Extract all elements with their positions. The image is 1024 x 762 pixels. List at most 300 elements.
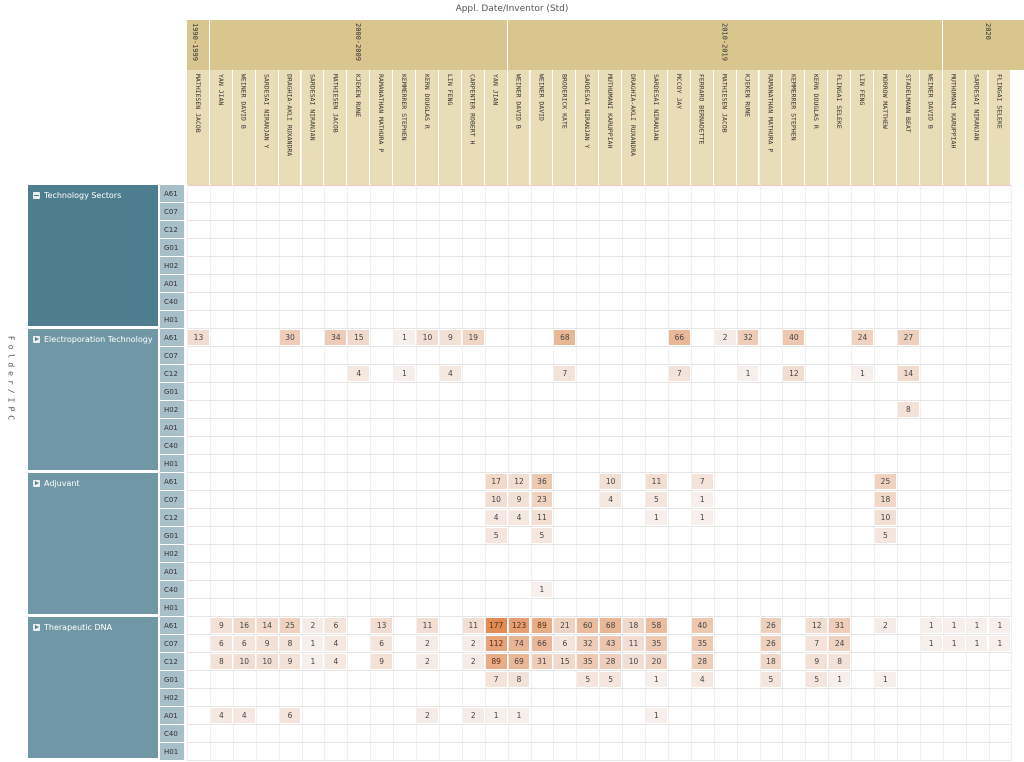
expand-icon[interactable] [33, 336, 40, 343]
heatmap-cell[interactable]: 10 [486, 492, 507, 507]
heatmap-cell[interactable]: 1 [646, 510, 667, 525]
heatmap-cell[interactable]: 1 [646, 708, 667, 723]
ipc-code[interactable]: H01 [160, 311, 184, 329]
heatmap-cell[interactable]: 2 [417, 636, 438, 651]
heatmap-cell[interactable]: 4 [234, 708, 255, 723]
ipc-code[interactable]: A61 [160, 329, 184, 347]
inventor-name: SARDESAI NIRANJAN Y [262, 74, 271, 149]
inventor-name: CARPENTER ROBERT H [468, 74, 477, 145]
heatmap-cell[interactable]: 9 [280, 654, 301, 669]
row-divider [187, 418, 1011, 419]
heatmap-cell[interactable]: 10 [417, 330, 438, 345]
column-divider [347, 185, 348, 761]
inventor-name: KJEKEN RUNE [354, 74, 363, 118]
inventor-header[interactable] [920, 70, 943, 185]
inventor-name: SARDESAI NIRANJAN Y [583, 74, 592, 149]
row-divider [187, 670, 1011, 671]
folder-group[interactable] [28, 185, 158, 329]
column-divider [324, 185, 325, 761]
inventor-name: WEINER DAVID [537, 74, 546, 121]
inventor-header[interactable] [828, 70, 851, 185]
heatmap-cell[interactable]: 6 [325, 618, 346, 633]
inventor-header[interactable] [576, 70, 599, 185]
inventor-header[interactable] [714, 70, 737, 185]
column-divider [989, 185, 990, 761]
heatmap-cell[interactable]: 1 [692, 510, 713, 525]
heatmap-cell[interactable]: 40 [692, 618, 713, 633]
heatmap-cell[interactable]: 15 [554, 654, 575, 669]
heatmap-cell[interactable]: 6 [280, 708, 301, 723]
row-divider [187, 400, 1011, 401]
heatmap-cell[interactable]: 8 [829, 654, 850, 669]
heatmap-cell[interactable]: 177 [486, 618, 507, 633]
heatmap-cell[interactable]: 7 [554, 366, 575, 381]
heatmap-cell[interactable]: 18 [875, 492, 896, 507]
heatmap-cell[interactable]: 2 [875, 618, 896, 633]
ipc-code[interactable]: G01 [160, 527, 184, 545]
heatmap-cell[interactable]: 10 [257, 654, 278, 669]
heatmap-cell[interactable]: 9 [257, 636, 278, 651]
inventor-header[interactable] [439, 70, 462, 185]
heatmap-cell[interactable]: 25 [875, 474, 896, 489]
heatmap-cell[interactable]: 20 [646, 654, 667, 669]
inventor-name: WEINER DAVID B [514, 74, 523, 129]
inventor-header[interactable] [645, 70, 668, 185]
heatmap-cell[interactable]: 5 [761, 672, 782, 687]
heatmap-cell[interactable]: 4 [600, 492, 621, 507]
ipc-code[interactable]: C07 [160, 347, 184, 365]
heatmap-cell[interactable]: 14 [898, 366, 919, 381]
heatmap-cell[interactable]: 18 [623, 618, 644, 633]
heatmap-cell[interactable]: 5 [646, 492, 667, 507]
heatmap-cell[interactable]: 58 [646, 618, 667, 633]
heatmap-cell[interactable]: 69 [509, 654, 530, 669]
heatmap-cell[interactable]: 1 [646, 672, 667, 687]
heatmap-cell[interactable]: 40 [783, 330, 804, 345]
heatmap-cell[interactable]: 35 [646, 636, 667, 651]
heatmap-cell[interactable]: 2 [417, 654, 438, 669]
inventor-header[interactable] [851, 70, 874, 185]
ipc-code[interactable]: C07 [160, 491, 184, 509]
heatmap-cell[interactable]: 7 [692, 474, 713, 489]
heatmap-cell[interactable]: 1 [738, 366, 759, 381]
inventor-header[interactable] [302, 70, 325, 185]
inventor-header[interactable] [943, 70, 966, 185]
heatmap-cell[interactable]: 31 [532, 654, 553, 669]
heatmap-cell[interactable]: 66 [532, 636, 553, 651]
column-divider [439, 185, 440, 761]
inventor-name: BRODERICK KATE [560, 74, 569, 129]
inventor-header[interactable] [462, 70, 485, 185]
column-divider [462, 185, 463, 761]
collapse-icon[interactable] [33, 192, 40, 199]
heatmap-cell[interactable]: 4 [440, 366, 461, 381]
inventor-header[interactable] [989, 70, 1012, 185]
column-divider [622, 185, 623, 761]
heatmap-cell[interactable]: 2 [303, 618, 324, 633]
heatmap-cell[interactable]: 1 [967, 618, 988, 633]
row-divider [187, 742, 1011, 743]
heatmap-cell[interactable]: 6 [554, 636, 575, 651]
row-divider [187, 634, 1011, 635]
inventor-header[interactable] [599, 70, 622, 185]
inventor-header[interactable] [508, 70, 531, 185]
heatmap-cell[interactable]: 11 [417, 618, 438, 633]
folder-group[interactable] [28, 329, 158, 473]
heatmap-cell[interactable]: 34 [325, 330, 346, 345]
heatmap-cell[interactable]: 89 [486, 654, 507, 669]
ipc-code[interactable]: C40 [160, 725, 184, 743]
row-divider [187, 526, 1011, 527]
heatmap-cell[interactable]: 2 [463, 654, 484, 669]
heatmap-cell[interactable]: 4 [325, 636, 346, 651]
inventor-header[interactable] [622, 70, 645, 185]
folder-group[interactable] [28, 617, 158, 761]
row-divider [187, 652, 1011, 653]
heatmap-cell[interactable]: 4 [692, 672, 713, 687]
year-band[interactable] [210, 20, 508, 70]
ipc-code[interactable]: C07 [160, 635, 184, 653]
heatmap-cell[interactable]: 32 [577, 636, 598, 651]
column-divider [943, 185, 944, 761]
heatmap-cell[interactable]: 4 [509, 510, 530, 525]
heatmap-cell[interactable]: 13 [188, 330, 209, 345]
heatmap-cell[interactable]: 15 [348, 330, 369, 345]
heatmap-cell[interactable]: 23 [532, 492, 553, 507]
heatmap-cell[interactable]: 1 [509, 708, 530, 723]
ipc-code[interactable]: G01 [160, 383, 184, 401]
heatmap-cell[interactable]: 14 [257, 618, 278, 633]
ipc-code[interactable]: C12 [160, 221, 184, 239]
inventor-header[interactable] [347, 70, 370, 185]
ipc-code[interactable]: H01 [160, 455, 184, 473]
ipc-code[interactable]: C12 [160, 509, 184, 527]
year-band-label: 2000-2009 [354, 23, 363, 61]
folder-group-label[interactable] [33, 623, 112, 632]
chart-title: Appl. Date/Inventor (Std) [455, 4, 569, 14]
inventor-header[interactable] [691, 70, 714, 185]
row-divider [187, 580, 1011, 581]
heatmap-cell[interactable]: 1 [921, 618, 942, 633]
folder-group-label[interactable] [33, 335, 153, 344]
heatmap-cell[interactable]: 1 [967, 636, 988, 651]
year-band[interactable] [943, 20, 1024, 70]
inventor-name: YAN JIAN [216, 74, 225, 106]
heatmap-cell[interactable]: 6 [371, 636, 392, 651]
heatmap-cell[interactable]: 10 [234, 654, 255, 669]
ipc-code[interactable]: C40 [160, 581, 184, 599]
heatmap-cell[interactable]: 18 [761, 654, 782, 669]
inventor-name: MUTHUMANI KARUPPIAH [606, 74, 615, 149]
heatmap-cell[interactable]: 1 [303, 654, 324, 669]
ipc-code[interactable]: A01 [160, 707, 184, 725]
heatmap-cell[interactable]: 9 [440, 330, 461, 345]
column-divider [370, 185, 371, 761]
heatmap-cell[interactable]: 1 [829, 672, 850, 687]
heatmap-cell[interactable]: 2 [417, 708, 438, 723]
heatmap-cell[interactable]: 1 [990, 636, 1011, 651]
heatmap-cell[interactable]: 4 [211, 708, 232, 723]
folder-group[interactable] [28, 473, 158, 617]
heatmap-cell[interactable]: 24 [852, 330, 873, 345]
heatmap-cell[interactable]: 5 [875, 528, 896, 543]
heatmap-cell[interactable]: 2 [463, 636, 484, 651]
heatmap-cell[interactable]: 2 [463, 708, 484, 723]
heatmap-cell[interactable]: 5 [532, 528, 553, 543]
inventor-header[interactable] [370, 70, 393, 185]
heatmap-cell[interactable]: 1 [486, 708, 507, 723]
heatmap-cell[interactable]: 1 [990, 618, 1011, 633]
heatmap-cell[interactable]: 12 [509, 474, 530, 489]
column-divider [553, 185, 554, 761]
year-band[interactable] [187, 20, 210, 70]
ipc-code[interactable]: C40 [160, 437, 184, 455]
row-divider [187, 760, 1011, 761]
row-divider [187, 328, 1011, 329]
heatmap-cell[interactable]: 27 [898, 330, 919, 345]
heatmap-cell[interactable]: 11 [646, 474, 667, 489]
heatmap-cell[interactable]: 24 [829, 636, 850, 651]
heatmap-cell[interactable]: 1 [944, 636, 965, 651]
heatmap-cell[interactable]: 35 [692, 636, 713, 651]
ipc-code[interactable]: C40 [160, 293, 184, 311]
ipc-code[interactable]: A61 [160, 473, 184, 491]
ipc-code[interactable]: H01 [160, 743, 184, 761]
heatmap-cell[interactable]: 89 [532, 618, 553, 633]
heatmap-cell[interactable]: 9 [806, 654, 827, 669]
heatmap-cell[interactable]: 9 [211, 618, 232, 633]
heatmap-cell[interactable]: 1 [692, 492, 713, 507]
heatmap-cell[interactable]: 5 [600, 672, 621, 687]
inventor-header[interactable] [187, 70, 210, 185]
ipc-code[interactable]: A61 [160, 617, 184, 635]
heatmap-cell[interactable]: 30 [280, 330, 301, 345]
heatmap-cell[interactable]: 11 [463, 618, 484, 633]
heatmap-cell[interactable]: 1 [394, 366, 415, 381]
heatmap-cell[interactable]: 4 [325, 654, 346, 669]
inventor-header[interactable] [485, 70, 508, 185]
inventor-header[interactable] [279, 70, 302, 185]
heatmap-cell[interactable]: 32 [738, 330, 759, 345]
heatmap-cell[interactable]: 12 [783, 366, 804, 381]
column-divider [531, 185, 532, 761]
row-divider [187, 220, 1011, 221]
inventor-name: KEMMERRER STEPHEN [400, 74, 409, 141]
inventor-header[interactable] [531, 70, 554, 185]
column-divider [782, 185, 783, 761]
heatmap-cell[interactable]: 1 [875, 672, 896, 687]
expand-icon[interactable] [33, 480, 40, 487]
inventor-header[interactable] [233, 70, 256, 185]
heatmap-cell[interactable]: 12 [806, 618, 827, 633]
heatmap-cell[interactable]: 31 [829, 618, 850, 633]
heatmap-cell[interactable]: 60 [577, 618, 598, 633]
heatmap-cell[interactable]: 1 [394, 330, 415, 345]
year-band-label: 1990-1999 [191, 23, 199, 61]
inventor-name: MATHIESEN JACOB [331, 74, 340, 133]
heatmap-cell[interactable]: 7 [806, 636, 827, 651]
heatmap-cell[interactable]: 8 [898, 402, 919, 417]
inventor-header[interactable] [966, 70, 989, 185]
year-band[interactable] [508, 20, 943, 70]
folder-group-name: Adjuvant [44, 479, 80, 488]
heatmap-cell[interactable]: 35 [577, 654, 598, 669]
row-divider [187, 202, 1011, 203]
ipc-code[interactable]: H01 [160, 599, 184, 617]
inventor-header[interactable] [210, 70, 233, 185]
heatmap-cell[interactable]: 17 [486, 474, 507, 489]
ipc-code[interactable]: H02 [160, 545, 184, 563]
ipc-code[interactable]: A61 [160, 185, 184, 203]
ipc-code[interactable]: G01 [160, 239, 184, 257]
row-divider [187, 508, 1011, 509]
folder-group-name: Therapeutic DNA [44, 623, 113, 632]
column-divider [737, 185, 738, 761]
inventor-name: STADELMANN BEAT [903, 74, 912, 133]
heatmap-cell[interactable]: 11 [623, 636, 644, 651]
inventor-header[interactable] [737, 70, 760, 185]
heatmap-cell[interactable]: 68 [554, 330, 575, 345]
column-divider [851, 185, 852, 761]
inventor-header[interactable] [668, 70, 691, 185]
heatmap-cell[interactable]: 1 [532, 582, 553, 597]
column-divider [279, 185, 280, 761]
ipc-code[interactable]: C12 [160, 365, 184, 383]
column-divider [302, 185, 303, 761]
row-divider [187, 292, 1011, 293]
ipc-code[interactable]: G01 [160, 671, 184, 689]
inventor-header[interactable] [874, 70, 897, 185]
inventor-header[interactable] [324, 70, 347, 185]
heatmap-cell[interactable]: 8 [211, 654, 232, 669]
inventor-name: RAMANATHAN MATHURA P [377, 74, 386, 153]
heatmap-cell[interactable]: 5 [486, 528, 507, 543]
column-divider [187, 185, 188, 761]
ipc-code[interactable]: H02 [160, 401, 184, 419]
heatmap-cell[interactable]: 10 [600, 474, 621, 489]
year-band-label: 2010-2019 [720, 23, 729, 61]
inventor-name: SARDESAI NIRANJAN [308, 74, 317, 141]
inventor-name: MATHIESEN JACOB [193, 74, 202, 133]
heatmap-cell[interactable]: 66 [669, 330, 690, 345]
heatmap-cell[interactable]: 1 [852, 366, 873, 381]
ipc-code[interactable]: A01 [160, 275, 184, 293]
heatmap-cell[interactable]: 8 [509, 672, 530, 687]
heatmap-cell[interactable]: 1 [303, 636, 324, 651]
inventor-name: MCCOY JAY [674, 74, 683, 110]
column-divider [920, 185, 921, 761]
inventor-header[interactable] [897, 70, 920, 185]
heatmap-cell[interactable]: 68 [600, 618, 621, 633]
row-divider [187, 274, 1011, 275]
heatmap-cell[interactable]: 4 [348, 366, 369, 381]
row-divider [187, 382, 1011, 383]
heatmap-cell[interactable]: 9 [509, 492, 530, 507]
heatmap-cell[interactable]: 19 [463, 330, 484, 345]
inventor-header[interactable] [256, 70, 279, 185]
row-divider [187, 562, 1011, 563]
inventor-header[interactable] [782, 70, 805, 185]
column-divider [210, 185, 211, 761]
row-divider [187, 616, 1011, 617]
heatmap-cell[interactable]: 7 [669, 366, 690, 381]
heatmap-cell[interactable]: 5 [806, 672, 827, 687]
heatmap-cell[interactable]: 1 [944, 618, 965, 633]
ipc-code[interactable]: A01 [160, 419, 184, 437]
expand-icon[interactable] [33, 624, 40, 631]
inventor-name: MORROW MATTHEW [880, 74, 889, 129]
inventor-header[interactable] [393, 70, 416, 185]
inventor-header[interactable] [805, 70, 828, 185]
heatmap-cell[interactable]: 6 [211, 636, 232, 651]
row-divider [187, 724, 1011, 725]
folder-group-name: Technology Sectors [44, 191, 122, 200]
inventor-name: FLINGAI SELEKE [995, 74, 1004, 129]
heatmap-cell[interactable]: 28 [692, 654, 713, 669]
row-divider [187, 310, 1011, 311]
heatmap-cell[interactable]: 36 [532, 474, 553, 489]
heatmap-cell[interactable]: 26 [761, 636, 782, 651]
heatmap-cell[interactable]: 10 [875, 510, 896, 525]
heatmap-cell[interactable]: 21 [554, 618, 575, 633]
column-divider [1011, 185, 1012, 761]
heatmap-cell[interactable]: 74 [509, 636, 530, 651]
heatmap-cell[interactable]: 112 [486, 636, 507, 651]
row-divider [187, 544, 1011, 545]
heatmap-cell[interactable]: 6 [234, 636, 255, 651]
inventor-name: LIN FENG [445, 74, 454, 106]
heatmap-cell[interactable]: 5 [577, 672, 598, 687]
inventor-name: KJEKEN RUNE [743, 74, 752, 118]
ipc-code[interactable]: A01 [160, 563, 184, 581]
heatmap-cell[interactable]: 9 [371, 654, 392, 669]
heatmap-cell[interactable]: 11 [532, 510, 553, 525]
heatmap-cell[interactable]: 28 [600, 654, 621, 669]
inventor-name: SARDESAI NIRANJAN [972, 74, 981, 141]
row-divider [187, 256, 1011, 257]
heatmap-cell[interactable]: 7 [486, 672, 507, 687]
heatmap-cell[interactable]: 8 [280, 636, 301, 651]
ipc-code[interactable]: H02 [160, 257, 184, 275]
ipc-code[interactable]: C07 [160, 203, 184, 221]
heatmap-cell[interactable]: 2 [715, 330, 736, 345]
inventor-name: MATHIESEN JACOB [720, 74, 729, 133]
inventor-name: FERRARO BERNADETTE [697, 74, 706, 145]
heatmap-cell[interactable]: 16 [234, 618, 255, 633]
heatmap-cell[interactable]: 13 [371, 618, 392, 633]
row-divider [187, 346, 1011, 347]
folder-group-label[interactable] [33, 479, 80, 488]
folder-group-label[interactable] [33, 191, 121, 200]
ipc-code[interactable]: H02 [160, 689, 184, 707]
heatmap-cell[interactable]: 1 [921, 636, 942, 651]
heatmap-cell[interactable]: 26 [761, 618, 782, 633]
inventor-header[interactable] [553, 70, 576, 185]
heatmap-cell[interactable]: 4 [486, 510, 507, 525]
column-divider [416, 185, 417, 761]
column-divider [256, 185, 257, 761]
row-divider [187, 598, 1011, 599]
inventor-header[interactable] [416, 70, 439, 185]
ipc-code[interactable]: C12 [160, 653, 184, 671]
row-divider [187, 472, 1011, 473]
heatmap-cell[interactable]: 10 [623, 654, 644, 669]
heatmap-cell[interactable]: 123 [509, 618, 530, 633]
inventor-header[interactable] [760, 70, 783, 185]
heatmap-cell[interactable]: 25 [280, 618, 301, 633]
inventor-name: SARDESAI NIRANJAN [651, 74, 660, 141]
heatmap-cell[interactable]: 43 [600, 636, 621, 651]
